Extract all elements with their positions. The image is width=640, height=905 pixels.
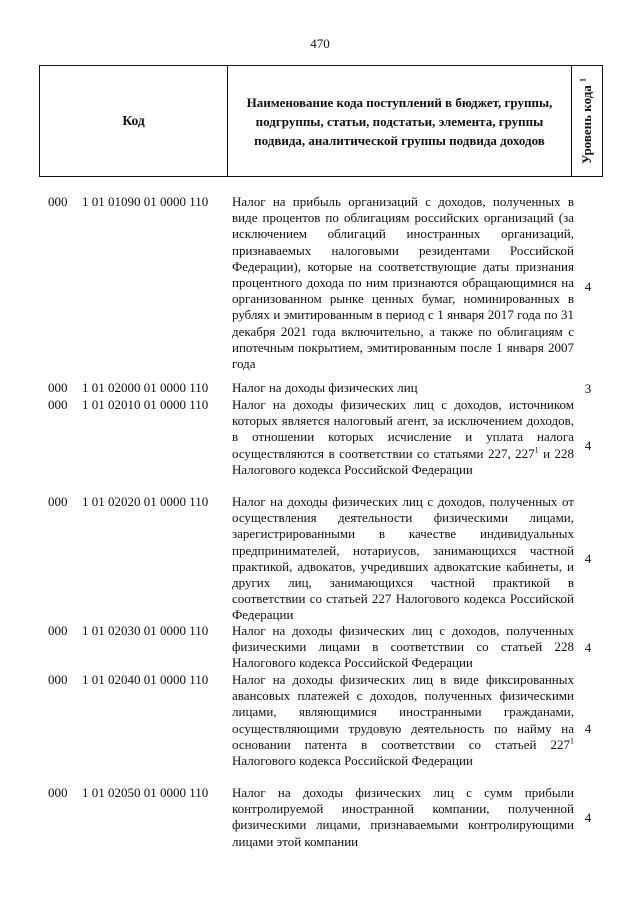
code-level: 4 — [584, 437, 592, 453]
code-level: 4 — [584, 720, 592, 736]
revenue-code: 1 01 02050 01 0000 110 — [82, 785, 209, 800]
superscript: 1 — [570, 736, 574, 746]
header-level — [572, 66, 602, 176]
superscript: 1 — [534, 445, 539, 455]
admin-code: 000 — [48, 397, 68, 412]
admin-code: 000 — [48, 380, 68, 395]
admin-code: 000 — [48, 785, 68, 800]
revenue-name: Налог на доходы физических лиц — [232, 380, 418, 395]
header-level-label: Уровень кода — [579, 85, 594, 165]
table-body — [40, 194, 602, 851]
revenue-name-text: Налогового кодекса Российской Федерации — [232, 753, 473, 769]
revenue-code: 1 01 02030 01 0000 110 — [82, 623, 209, 638]
revenue-name: Налог на прибыль организаций с доходов, полученных в виде процентов по облигациям российских организаций (за исключением облигаций иностранных организаций, признаваемых налоговыми резидентами Российской Федерации), которые на соответствующие даты признания процентного дохода по ним признаются обращающимися на организованном рынке ценных бумаг, номинированных в рублях и эмитированным в период с 1 января 2017 года по 31 декабря 2021 года включительно, а также по облигациям с ипотечным покрытием, эмитированным после 1 января 2007 года — [232, 194, 574, 372]
revenue-name — [232, 397, 574, 494]
admin-code: 000 — [48, 623, 68, 638]
admin-code: 000 — [48, 194, 68, 209]
header-name: Наименование кода поступлений в бюджет, группы, подгруппы, статьи, подстатьи, элемента, группы подвида, аналитической группы подвида доходов — [228, 66, 572, 176]
revenue-code: 1 01 02040 01 0000 110 — [82, 672, 209, 687]
code-level: 3 — [584, 380, 592, 396]
revenue-code: 1 01 02000 01 0000 110 — [82, 380, 209, 395]
revenue-code: 1 01 02020 01 0000 110 — [82, 494, 209, 509]
table-row — [40, 623, 602, 672]
header-level-rotated — [579, 78, 595, 164]
table-row — [40, 672, 602, 785]
header-code: Код — [40, 66, 228, 176]
revenue-name: Налог на доходы физических лиц с доходов, полученных от осуществления деятельности физическими лицами, зарегистрированными в качестве индивидуальных предпринимателей, нотариусов, занимающихся частной практикой, адвокатов, учредивших адвокатские кабинеты, и других лиц, занимающихся частной практикой в соответствии со статьей 227 Налогового кодекса Российской Федерации — [232, 494, 574, 623]
table-row — [40, 194, 602, 380]
revenue-name: Налог на доходы физических лиц с доходов, полученных физическими лицами в соответствии со статьей 228 Налогового кодекса Российской Федерации — [232, 623, 574, 671]
page-number: 470 — [310, 36, 330, 51]
table-row — [40, 380, 602, 397]
revenue-name-text: Налог на доходы физических лиц в виде фиксированных авансовых платежей с доходов, полученных физическими лицами, являющимися иностранными гражданами, осуществляющими трудовую деятельность по найму на основании патента в соответствии со статьей 227 — [232, 672, 574, 752]
code-level: 4 — [584, 810, 592, 825]
revenue-name — [232, 672, 574, 785]
code-level: 4 — [584, 639, 592, 655]
revenue-code: 1 01 02010 01 0000 110 — [82, 397, 209, 412]
table-row — [40, 494, 602, 623]
admin-code: 000 — [48, 494, 68, 509]
table-row — [40, 397, 602, 494]
code-level: 4 — [584, 279, 592, 294]
code-level: 4 — [584, 550, 592, 566]
header-level-footnote: 1 — [578, 77, 588, 82]
revenue-name-text: Налог на доходы физических лиц с доходов, источником которых является налоговый агент, за исключением доходов, в отношении которых исчисление и уплата налога осуществляются в соответствии со статьями 227, 227 — [232, 397, 574, 461]
admin-code: 000 — [48, 672, 68, 687]
table-header — [39, 65, 603, 177]
revenue-name-text: и 228 Налогового кодекса Российской Федерации — [232, 445, 574, 477]
revenue-name: Налог на доходы физических лиц с сумм прибыли контролируемой иностранной компании, полученной физическими лицами, признаваемыми контролирующими лицами этой компании — [232, 785, 574, 849]
revenue-code: 1 01 01090 01 0000 110 — [82, 194, 209, 209]
table-row — [40, 785, 602, 851]
